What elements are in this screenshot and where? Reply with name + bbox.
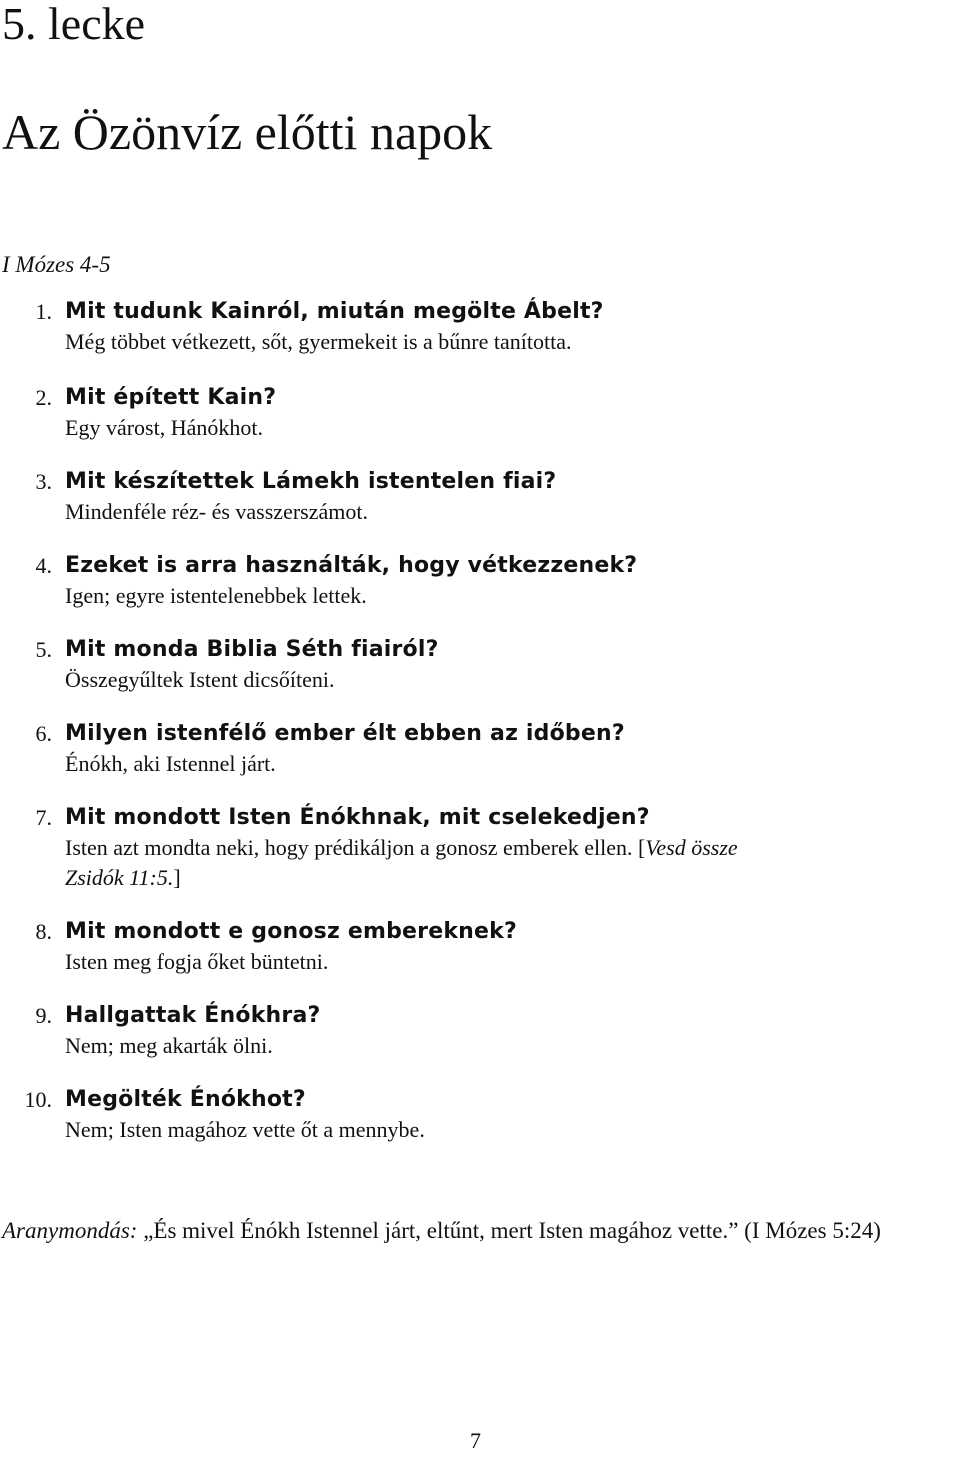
question-number: 2. (35, 385, 52, 410)
chapter-heading: 5. lecke (2, 0, 146, 49)
question-number: 4. (35, 553, 52, 578)
answer-text: Nem; meg akarták ölni. (65, 1033, 273, 1058)
answer-text: Mindenféle réz- és vasszerszámot. (65, 499, 368, 524)
answer-text (65, 833, 738, 863)
golden-text-label: Aranymondás: (2, 1218, 138, 1243)
answer-text: Isten meg fogja őket büntetni. (65, 949, 329, 974)
question-number: 1. (35, 299, 52, 324)
question-text: Mit tudunk Kainról, miután megölte Ábelt? (65, 299, 604, 324)
question-number: 9. (35, 1003, 52, 1028)
question-number: 6. (35, 721, 52, 746)
note-close-bracket: ] (173, 865, 181, 890)
question-text: Mit mondott e gonosz embereknek? (65, 919, 517, 944)
question-number: 10. (24, 1087, 52, 1112)
answer-text: Énókh, aki Istennel járt. (65, 751, 276, 776)
golden-text (2, 1214, 957, 1247)
question-text: Megölték Énókhot? (65, 1087, 306, 1112)
question-number: 5. (35, 637, 52, 662)
question-number: 7. (35, 805, 52, 830)
cross-reference-text: Zsidók 11:5. (65, 865, 174, 890)
cross-reference (65, 863, 181, 893)
question-text: Mit épített Kain? (65, 385, 277, 410)
note-open-bracket: [ (638, 835, 646, 860)
question-text: Ezeket is arra használták, hogy vétkezzenek? (65, 553, 638, 578)
page-title: Az Özönvíz előtti napok (2, 104, 493, 160)
question-text: Hallgattak Énókhra? (65, 1003, 321, 1028)
question-number: 8. (35, 919, 52, 944)
question-text: Mit mondott Isten Énókhnak, mit cselekedjen? (65, 805, 650, 830)
answer-text: Összegyűltek Istent dicsőíteni. (65, 667, 335, 692)
golden-text-quote: „És mivel Énókh Istennel járt, eltűnt, mert Isten magához vette.” (I Mózes 5:24) (137, 1218, 881, 1243)
question-number: 3. (35, 469, 52, 494)
question-text: Milyen istenfélő ember élt ebben az időben? (65, 721, 625, 746)
page-number: 7 (470, 1428, 481, 1453)
question-text: Mit készítettek Lámekh istentelen fiai? (65, 469, 557, 494)
answer-text: Igen; egyre istentelenebbek lettek. (65, 583, 367, 608)
answer-text: Egy várost, Hánókhot. (65, 415, 263, 440)
cross-reference-label: Vesd össze (645, 835, 738, 860)
scripture-reference: I Mózes 4-5 (2, 252, 111, 277)
question-text: Mit monda Biblia Séth fiairól? (65, 637, 439, 662)
answer-main: Isten azt mondta neki, hogy prédikáljon a gonosz emberek ellen. (65, 835, 633, 860)
answer-text: Nem; Isten magához vette őt a mennybe. (65, 1117, 425, 1142)
answer-text: Még többet vétkezett, sőt, gyermekeit is a bűnre tanította. (65, 329, 572, 354)
